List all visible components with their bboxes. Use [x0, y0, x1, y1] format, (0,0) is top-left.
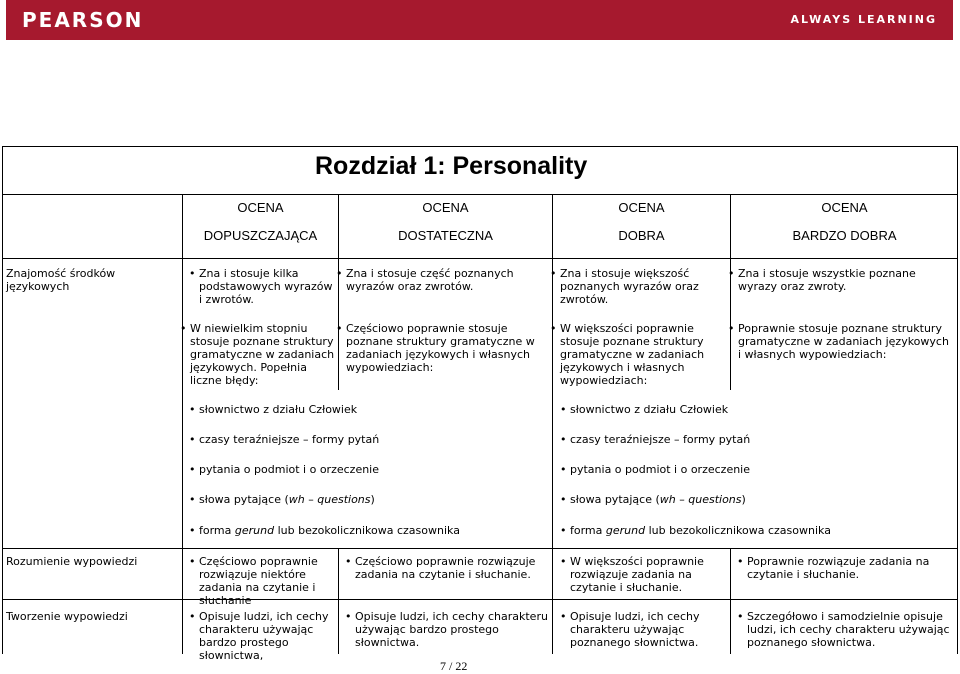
header-label: OCENA — [618, 200, 665, 215]
pearson-banner — [6, 0, 953, 40]
text: lub bezokolicznikowa czasownika — [274, 524, 460, 537]
header-grade-4 — [731, 200, 958, 243]
criterion: • Opisuje ludzi, ich cechy charakteru używając poznanego słownictwa. — [570, 610, 726, 649]
list-item: • czasy teraźniejsze – formy pytań — [199, 433, 539, 446]
text: – — [304, 493, 318, 506]
page-title: Rozdział 1: Personality — [315, 152, 588, 180]
text: questions — [688, 493, 742, 506]
criterion: • Poprawnie rozwiązuje zadania na czytanie i słuchanie. — [747, 555, 952, 581]
list-item: • słownictwo z działu Człowiek — [570, 403, 950, 416]
criterion: • Zna i stosuje kilka podstawowych wyrazów i zwrotów. — [199, 267, 333, 306]
list-item — [570, 524, 950, 537]
header-grade-1 — [183, 200, 338, 243]
criterion: • Zna i stosuje część poznanych wyrazów oraz zwrotów. — [346, 267, 546, 293]
header-label: OCENA — [422, 200, 469, 215]
row-label-znajomosc: Znajomość środków językowych — [6, 267, 116, 293]
criterion: • Zna i stosuje wszystkie poznane wyrazy oraz zwroty. — [738, 267, 952, 293]
criterion: • Opisuje ludzi, ich cechy charakteru używając bardzo prostego słownictwa. — [355, 610, 549, 649]
header-level: DOBRA — [618, 228, 665, 243]
rule — [338, 548, 339, 654]
criterion: • W niewielkim stopniu stosuje poznane struktury gramatyczne w zadaniach językowych. Popełnia liczne błędy: — [190, 322, 335, 387]
criterion: • Częściowo poprawnie rozwiązuje zadania na czytanie i słuchanie. — [355, 555, 547, 581]
rule — [730, 548, 731, 654]
banner-tagline: ALWAYS LEARNING — [790, 13, 937, 26]
criterion: • W większości poprawnie stosuje poznane struktury gramatyczne w zadaniach językowych i własnych wypowiedziach: — [560, 322, 726, 387]
text: forma — [570, 524, 606, 537]
criterion: • Szczegółowo i samodzielnie opisuje ludzi, ich cechy charakteru używając poznanego słownictwa. — [747, 610, 954, 649]
header-label: OCENA — [821, 200, 868, 215]
header-level: BARDZO DOBRA — [792, 228, 897, 243]
text: słowa pytające ( — [199, 493, 289, 506]
text: gerund — [605, 524, 646, 537]
criterion: • Opisuje ludzi, ich cechy charakteru używając bardzo prostego słownictwa, — [199, 610, 337, 662]
header-level: DOSTATECZNA — [398, 228, 493, 243]
page-number: 7 / 22 — [440, 659, 468, 673]
list-item — [570, 493, 950, 506]
list-item: • pytania o podmiot i o orzeczenie — [570, 463, 950, 476]
text: słowa pytające ( — [570, 493, 660, 506]
list-item: • słownictwo z działu Człowiek — [199, 403, 539, 416]
header-grade-3 — [553, 200, 730, 243]
row-label-tworzenie: Tworzenie wypowiedzi — [6, 610, 128, 623]
criterion: • Częściowo poprawnie rozwiązuje niektóre zadania na czytanie i słuchanie — [199, 555, 337, 607]
criterion: • W większości poprawnie rozwiązuje zadania na czytanie i słuchanie. — [570, 555, 728, 594]
text: – — [675, 493, 689, 506]
rule — [552, 194, 553, 654]
pearson-logo: PEARSON — [22, 8, 144, 32]
rule — [2, 194, 958, 195]
text: wh — [659, 493, 676, 506]
row-label-rozumienie: Rozumienie wypowiedzi — [6, 555, 138, 568]
list-item: • pytania o podmiot i o orzeczenie — [199, 463, 539, 476]
text: ) — [741, 493, 746, 506]
rule — [2, 258, 958, 259]
text: forma — [199, 524, 235, 537]
rule — [182, 194, 183, 654]
header-label: OCENA — [237, 200, 284, 215]
criterion: • Poprawnie stosuje poznane struktury gramatyczne w zadaniach językowych i własnych wypowiedziach: — [738, 322, 954, 361]
list-item — [199, 493, 539, 506]
header-grade-2 — [339, 200, 552, 243]
criterion: • Częściowo poprawnie stosuje poznane struktury gramatyczne w zadaniach językowych i własnych wypowiedziach: — [346, 322, 548, 374]
text: wh — [288, 493, 305, 506]
text: ) — [370, 493, 375, 506]
list-item — [199, 524, 539, 537]
criterion: • Zna i stosuje większość poznanych wyrazów oraz zwrotów. — [560, 267, 726, 306]
text: gerund — [234, 524, 275, 537]
list-item: • czasy teraźniejsze – formy pytań — [570, 433, 950, 446]
header-level: DOPUSZCZAJĄCA — [203, 228, 318, 243]
text: questions — [317, 493, 371, 506]
rule — [2, 599, 958, 600]
text: lub bezokolicznikowa czasownika — [645, 524, 831, 537]
rule — [2, 548, 958, 549]
